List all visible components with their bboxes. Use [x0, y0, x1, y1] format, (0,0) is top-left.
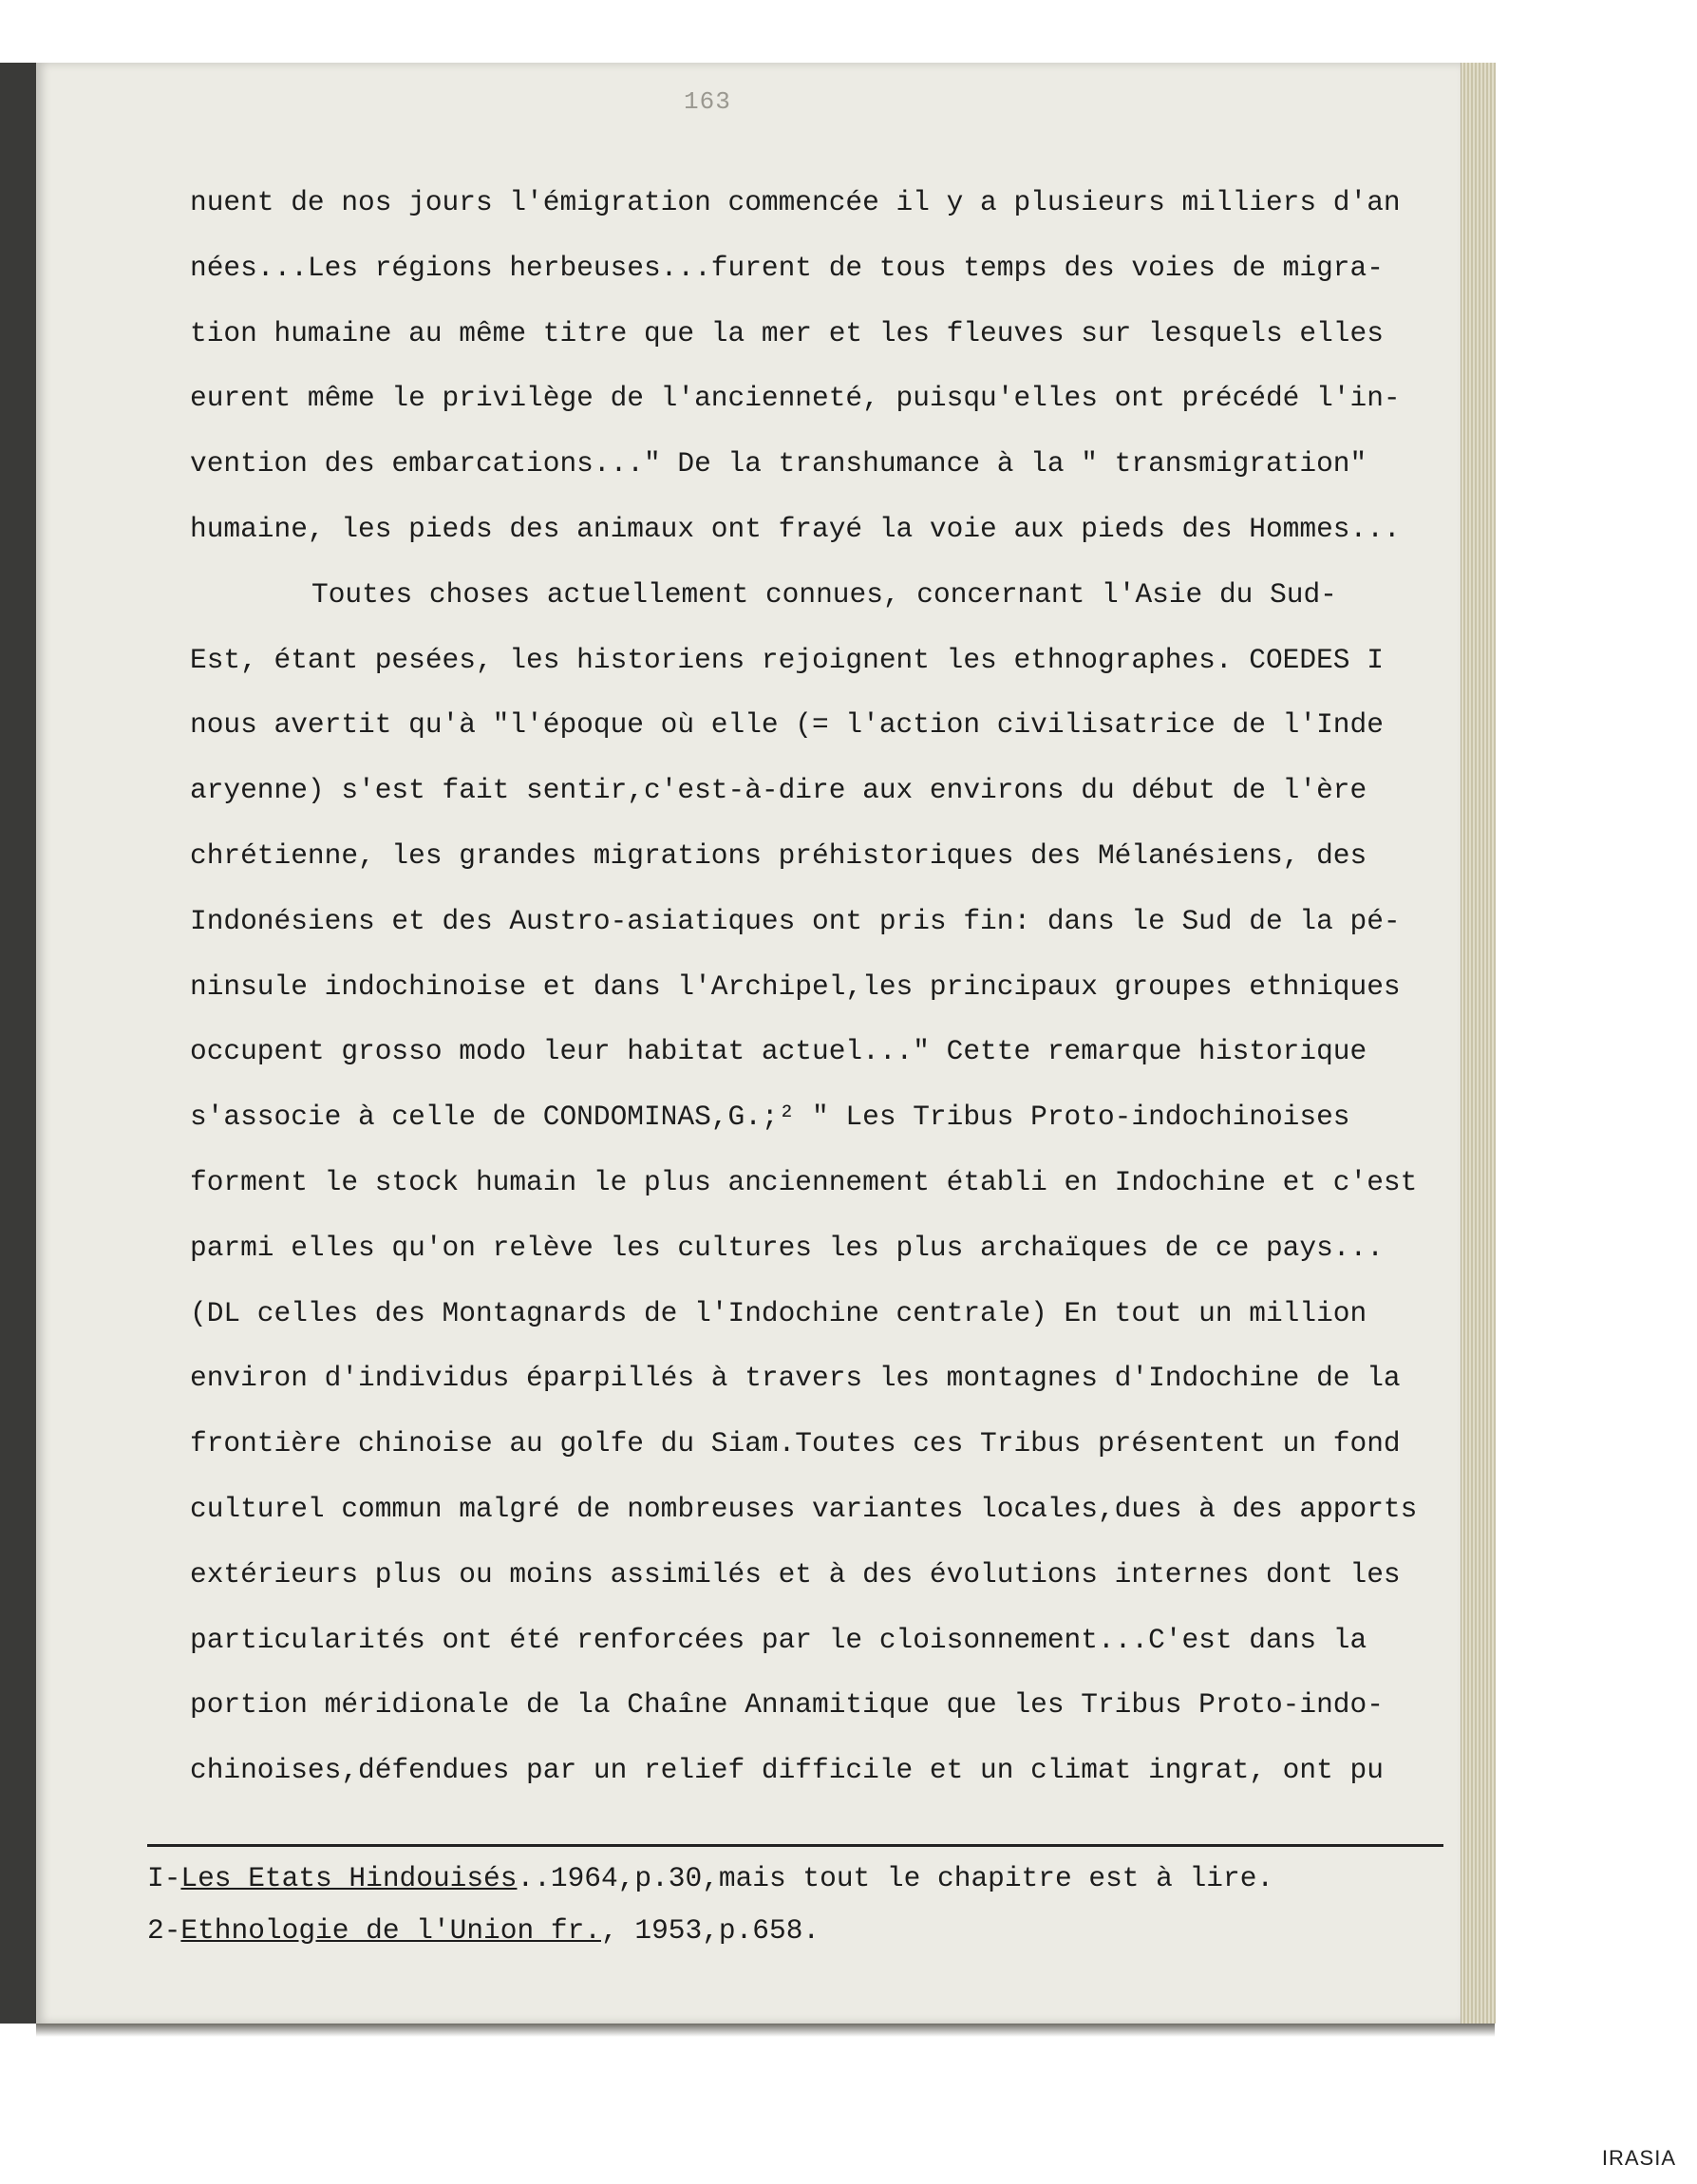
page-number: 163 — [684, 87, 731, 116]
page-edges — [1461, 63, 1496, 2024]
text-line: culturel commun malgré de nombreuses variantes locales,dues à des apports — [190, 1492, 1418, 1525]
text-line: forment le stock humain le plus anciennement établi en Indochine et c'est — [190, 1165, 1418, 1198]
text-line: Indonésiens et des Austro-asiatiques ont pris fin: dans le Sud de la pé- — [190, 904, 1401, 937]
text-line: extérieurs plus ou moins assimilés et à des évolutions internes dont les — [190, 1557, 1401, 1591]
paragraph-start-line: Toutes choses actuellement connues, concernant l'Asie du Sud- — [311, 577, 1337, 611]
text-line: chinoises,défendues par un relief difficile et un climat ingrat, ont pu — [190, 1754, 1384, 1787]
footnote-marker: 2- — [147, 1914, 181, 1947]
text-line: occupent grosso modo leur habitat actuel..." Cette remarque historique — [190, 1035, 1367, 1068]
text-line: humaine, les pieds des animaux ont frayé la voie aux pieds des Hommes... — [190, 512, 1401, 545]
footnote-marker: I- — [147, 1862, 181, 1894]
page-shadow — [36, 2024, 1495, 2037]
text-line: particularités ont été renforcées par le cloisonnement...C'est dans la — [190, 1623, 1367, 1656]
text-line: aryenne) s'est fait sentir,c'est-à-dire aux environs du début de l'ère — [190, 774, 1367, 807]
text-line: frontière chinoise au golfe du Siam.Toutes ces Tribus présentent un fond — [190, 1427, 1401, 1460]
footnote-detail: , 1953,p.658. — [600, 1914, 820, 1947]
text-line: (DL celles des Montagnards de l'Indochine centrale) En tout un million — [190, 1296, 1367, 1329]
text-line: parmi elles qu'on relève les cultures les plus archaïques de ce pays... — [190, 1231, 1384, 1264]
body-text — [190, 179, 1443, 1812]
footnote-separator — [147, 1844, 1443, 1847]
text-line: Est, étant pesées, les historiens rejoignent les ethnographes. COEDES I — [190, 643, 1384, 676]
footnotes — [147, 1857, 1443, 1962]
footnote-2 — [147, 1910, 1443, 1962]
text-line: nées...Les régions herbeuses...furent de tous temps des voies de migra- — [190, 251, 1384, 284]
text-line: vention des embarcations..." De la transhumance à la " transmigration" — [190, 447, 1367, 480]
footnote-1 — [147, 1857, 1443, 1910]
text-line: tion humaine au même titre que la mer et les fleuves sur lesquels elles — [190, 316, 1384, 349]
footnote-detail: ..1964,p.30,mais tout le chapitre est à lire. — [517, 1862, 1274, 1894]
footnote-title: Les Etats Hindouisés — [180, 1862, 518, 1894]
text-line: chrétienne, les grandes migrations préhistoriques des Mélanésiens, des — [190, 838, 1367, 872]
text-line: s'associe à celle de CONDOMINAS,G.;² " Les Tribus Proto-indochinoises — [190, 1101, 1350, 1134]
text-line: portion méridionale de la Chaîne Annamitique que les Tribus Proto-indo- — [190, 1688, 1384, 1722]
text-line: ninsule indochinoise et dans l'Archipel,les principaux groupes ethniques — [190, 970, 1401, 1003]
text-line: eurent même le privilège de l'ancienneté, puisqu'elles ont précédé l'in- — [190, 382, 1401, 415]
text-line: nous avertit qu'à "l'époque où elle (= l'action civilisatrice de l'Inde — [190, 708, 1384, 742]
watermark: IRASIA — [1601, 2146, 1676, 2170]
book-gutter — [0, 63, 36, 2024]
text-line: nuent de nos jours l'émigration commencée il y a plusieurs milliers d'an — [190, 186, 1401, 218]
text-line: environ d'individus éparpillés à travers les montagnes d'Indochine de la — [190, 1362, 1401, 1395]
footnote-title: Ethnologie de l'Union fr. — [180, 1914, 601, 1947]
